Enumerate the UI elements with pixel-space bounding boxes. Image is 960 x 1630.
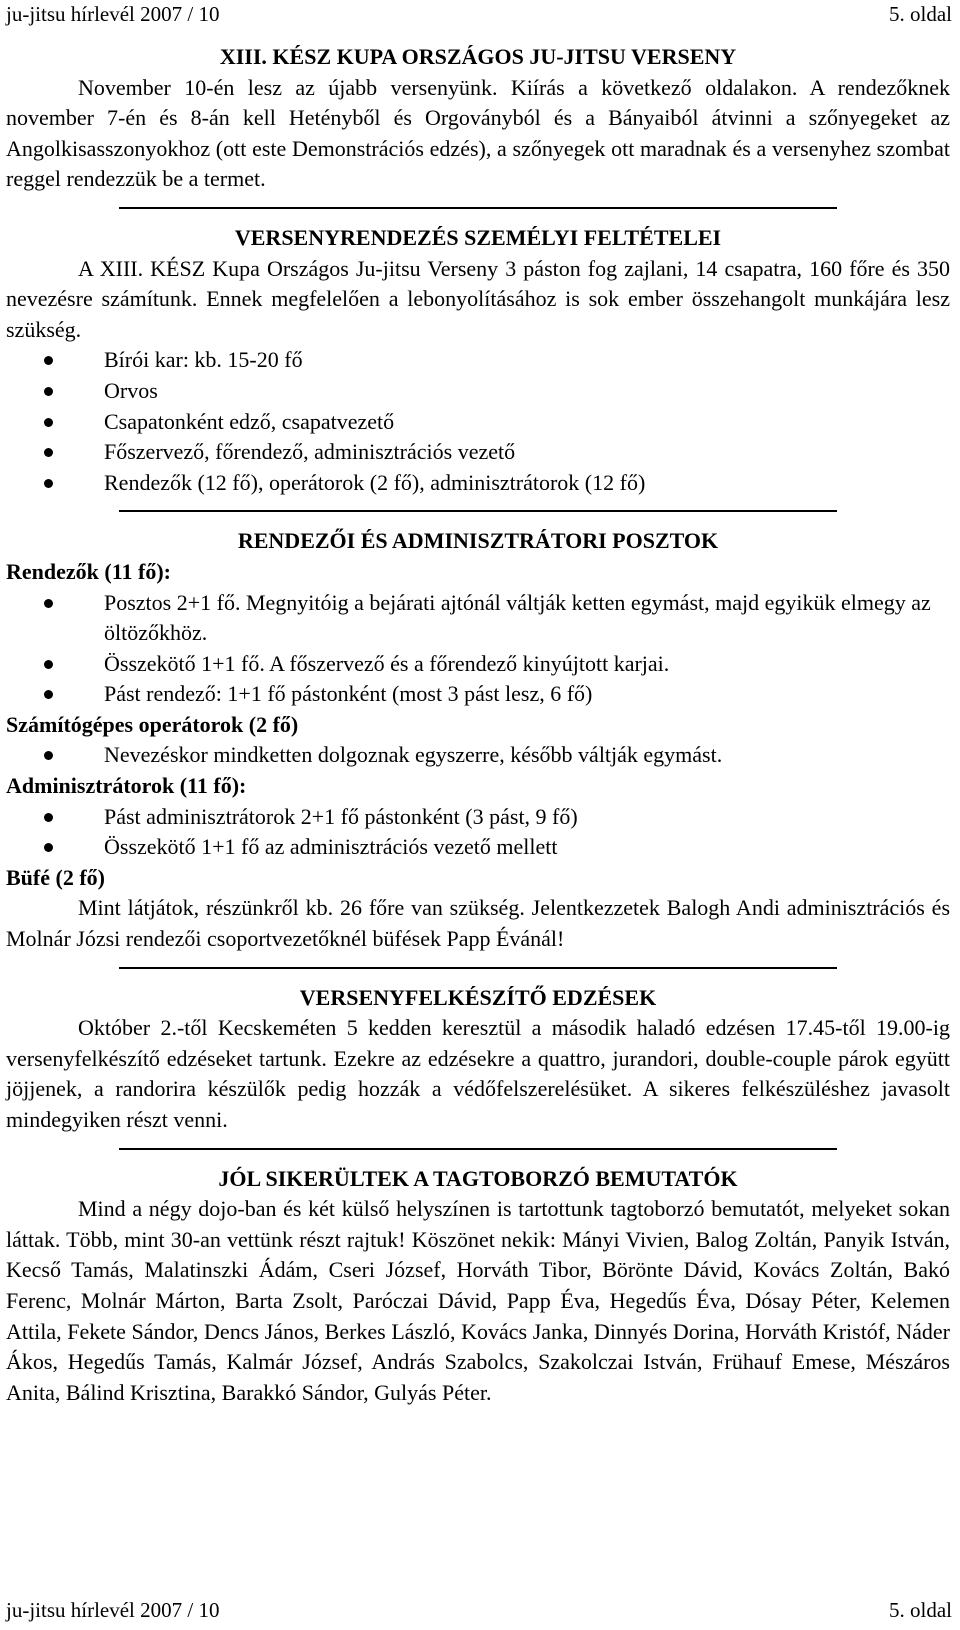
section-title-bemutatok: JÓL SIKERÜLTEK A TAGTOBORZÓ BEMUTATÓK	[218, 1165, 738, 1191]
section-title-kesz-kupa: XIII. KÉSZ KUPA ORSZÁGOS JU-JITSU VERSENY	[219, 44, 737, 69]
section-title-edzesek: VERSENYFELKÉSZÍTŐ EDZÉSEK	[299, 984, 657, 1010]
list-item: Csapatonként edző, csapatvezető	[6, 407, 950, 438]
divider	[119, 207, 837, 209]
list-item: Rendezők (12 fő), operátorok (2 fő), adminisztrátorok (12 fő)	[6, 468, 950, 499]
section-paragraph-bemutatok: Mind a négy dojo-ban és két külső helyszínen is tartottunk tagtoborzó bemutatót, melyeket sokan láttak. Több, mint 30-an vettünk részt rajtuk! Köszönet nekik: Mányi Vivien, Balog Zoltán, Panyik István, Kecső Tamás, Malatinszki Ádám, Cseri József, Horváth Tibor, Börönte Dávid, Kovács Zoltán, Bakó Ferenc, Molnár Márton, Barta Zsolt, Paróczai Dávid, Papp Éva, Hegedűs Éva, Dósay Péter, Kelemen Attila, Fekete Sándor, Dencs János, Berkes László, Kovács Janka, Dinnyés Dorina, Horváth Kristóf, Náder Ákos, Hegedűs Tamás, Kalmár József, András Szabolcs, Szakolczai István, Frühauf Emese, Mészáros Anita, Bálind Krisztina, Barakkó Sándor, Gulyás Péter.	[6, 1196, 950, 1405]
page-content	[6, 42, 950, 1408]
divider	[119, 967, 837, 969]
list-item: Orvos	[6, 376, 950, 407]
list-item: Nevezéskor mindketten dolgoznak egyszerre, később váltják egymást.	[6, 740, 950, 771]
section-paragraph-kesz-kupa: November 10-én lesz az újabb versenyünk. Kiírás a következő oldalakon. A rendezőknek november 7-én és 8-án kell Hetényből és Orgoványból és a Bányaiból átvinni a szőnyegeket az Angolkisasszonyokhoz (ott este Demonstrációs edzés), a szőnyegek ott maradnak és a versenyhez szombat reggel rendezzük be a termet.	[6, 74, 950, 192]
page-footer	[6, 1598, 952, 1622]
list-item: Bírói kar: kb. 15-20 fő	[6, 345, 950, 376]
divider	[119, 510, 837, 512]
section-paragraph-szemelyi-feltetelek: A XIII. KÉSZ Kupa Országos Ju-jitsu Verseny 3 páston fog zajlani, 14 csapatra, 160 főre és 350 nevezésre számítunk. Ennek megfelelően a lebonyolításához is sok ember összehangolt munkájára lesz szükség.	[6, 255, 950, 342]
rendezok-list	[6, 588, 950, 710]
list-item: Összekötő 1+1 fő. A főszervező és a főrendező kinyújtott karjai.	[6, 649, 950, 680]
header-page-number: 5. oldal	[889, 2, 952, 26]
section-paragraph-edzesek: Október 2.-től Kecskeméten 5 kedden keresztül a második haladó edzésen 17.45-től 19.00-ig versenyfelkészítő edzéseket tartunk. Ezekre az edzésekre a quattro, jurandori, double-couple párok együtt jöjjenek, a randorira készülők pedig hozzák a védőfelszerelésüket. A sikeres felkészüléshez javasolt mindegyiken részt venni.	[6, 1015, 950, 1132]
list-item: Főszervező, főrendező, adminisztrációs vezető	[6, 437, 950, 468]
page-header	[6, 2, 952, 26]
header-newsletter-title: ju-jitsu hírlevél 2007 / 10	[6, 2, 220, 26]
subheading-adminisztratorok: Adminisztrátorok (11 fő):	[6, 773, 247, 799]
adminisztratorok-list	[6, 802, 950, 863]
personnel-list	[6, 345, 950, 498]
footer-newsletter-title: ju-jitsu hírlevél 2007 / 10	[6, 1598, 220, 1622]
list-item: Pást adminisztrátorok 2+1 fő pástonként (3 pást, 9 fő)	[6, 802, 950, 833]
list-item: Posztos 2+1 fő. Megnyitóig a bejárati ajtónál váltják ketten egymást, majd egyikük elmegy az öltözőkhöz.	[6, 588, 950, 649]
footer-page-number: 5. oldal	[889, 1598, 952, 1622]
subheading-rendezok: Rendezők (11 fő):	[6, 558, 171, 584]
paragraph-bufe: Mint látjátok, részünkről kb. 26 főre van szükség. Jelentkezzetek Balogh Andi adminisztrációs és Molnár Józsi rendezői csoportvezetőknél büfések Papp Évánál!	[6, 895, 950, 952]
divider	[119, 1148, 837, 1150]
operatorok-list	[6, 740, 950, 771]
section-title-posztok: RENDEZŐI ÉS ADMINISZTRÁTORI POSZTOK	[237, 528, 719, 554]
subheading-bufe: Büfé (2 fő)	[6, 864, 105, 890]
section-title-szemelyi-feltetelek: VERSENYRENDEZÉS SZEMÉLYI FELTÉTELEI	[234, 224, 722, 250]
list-item: Összekötő 1+1 fő az adminisztrációs vezető mellett	[6, 832, 950, 863]
subheading-operatorok: Számítógépes operátorok (2 fő)	[6, 711, 299, 737]
list-item: Pást rendező: 1+1 fő pástonként (most 3 pást lesz, 6 fő)	[6, 679, 950, 710]
